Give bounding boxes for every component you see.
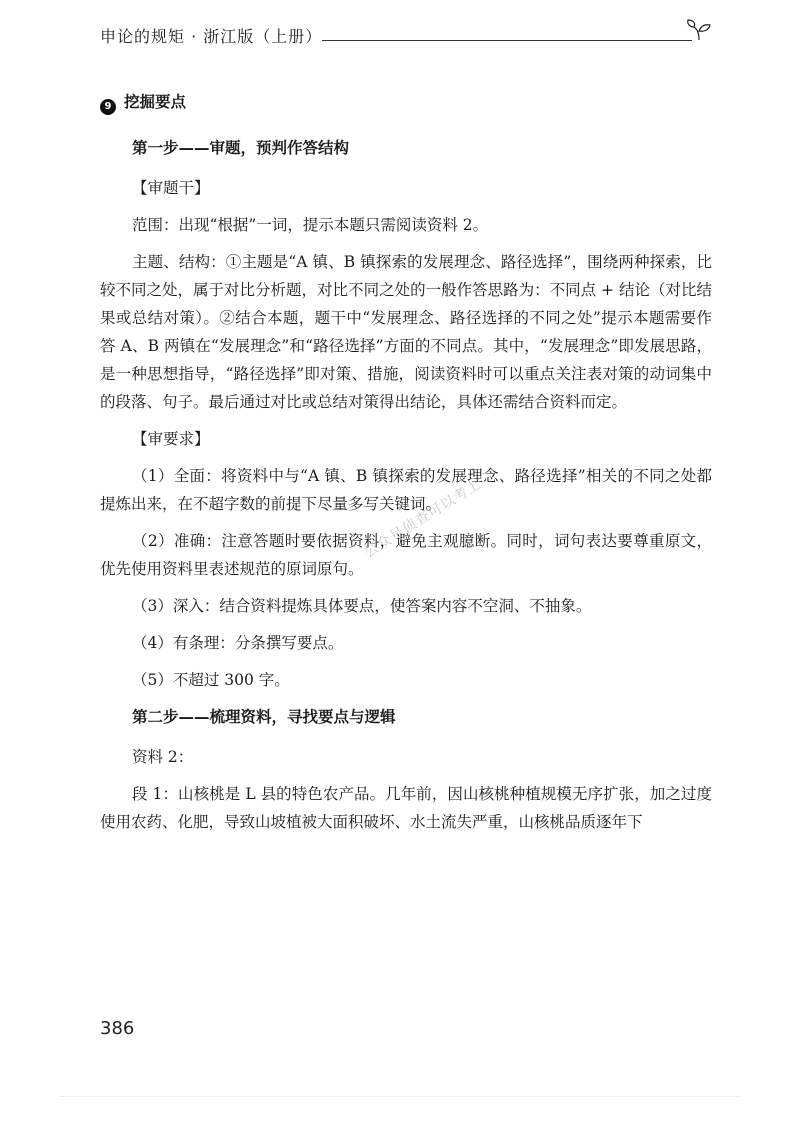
requirement-item: （2）准确：注意答题时要依据资料，避免主观臆断。同时，词句表达要尊重原文，优先使用资料里表述规范的原词原句。: [100, 532, 712, 578]
section-heading-text: 挖掘要点: [124, 93, 187, 111]
scan-artifact-line: [60, 1096, 740, 1101]
section-heading: [100, 88, 712, 116]
stem-paragraph-structure: 主题、结构：①主题是“A 镇、B 镇探索的发展理念、路径选择”，围绕两种探索，比较不同之处，属于对比分析题，对比不同之处的一般作答思路为：不同点 + 结论（对比结果或总结对策）。②结合本题，题干中“发展理念、路径选择的不同之处”提示本题需要作答 A、B 两镇在“发展理念”和“路径选择”方面的不同点。其中，“发展理念”即发展思路，是一种思想指导，“路径选择”即对策、措施，阅读资料时可以重点关注表对策的动词集中的段落、句子。最后通过对比或总结对策得出结论，具体还需结合资料而定。: [100, 253, 712, 411]
requirement-item: （5）不超过 300 字。: [132, 671, 290, 689]
header-rule: [322, 40, 692, 41]
page-content: [100, 88, 712, 845]
step1-heading: 第一步——审题，预判作答结构: [132, 139, 350, 157]
requirement-item: （4）有条理：分条撰写要点。: [132, 634, 344, 652]
stem-label: 【审题干】: [132, 179, 210, 197]
book-title: 申论的规矩 · 浙江版（上册）: [100, 27, 323, 46]
watermark: 公众号侦查可以考上: [361, 476, 485, 562]
number-nine-icon: 9: [100, 99, 116, 115]
running-header: [100, 24, 712, 46]
requirement-item: （1）全面：将资料中与“A 镇、B 镇探索的发展理念、路径选择”相关的不同之处都提炼出来，在不超字数的前提下尽量多写关键词。: [100, 467, 712, 513]
step2-heading: 第二步——梳理资料，寻找要点与逻辑: [132, 708, 396, 726]
requirement-item: （3）深入：结合资料提炼具体要点，使答案内容不空洞、不抽象。: [132, 597, 592, 615]
requirements-label: 【审要求】: [132, 430, 210, 448]
material-label: 资料 2：: [132, 748, 194, 766]
sprout-icon: [686, 18, 712, 42]
stem-paragraph-scope: 范围：出现“根据”一词，提示本题只需阅读资料 2。: [132, 216, 489, 234]
page-number: 386: [100, 1018, 135, 1039]
material-paragraph: 段 1：山核桃是 L 县的特色农产品。几年前，因山核桃种植规模无序扩张，加之过度使用农药、化肥，导致山坡植被大面积破坏、水土流失严重，山核桃品质逐年下: [100, 785, 712, 831]
